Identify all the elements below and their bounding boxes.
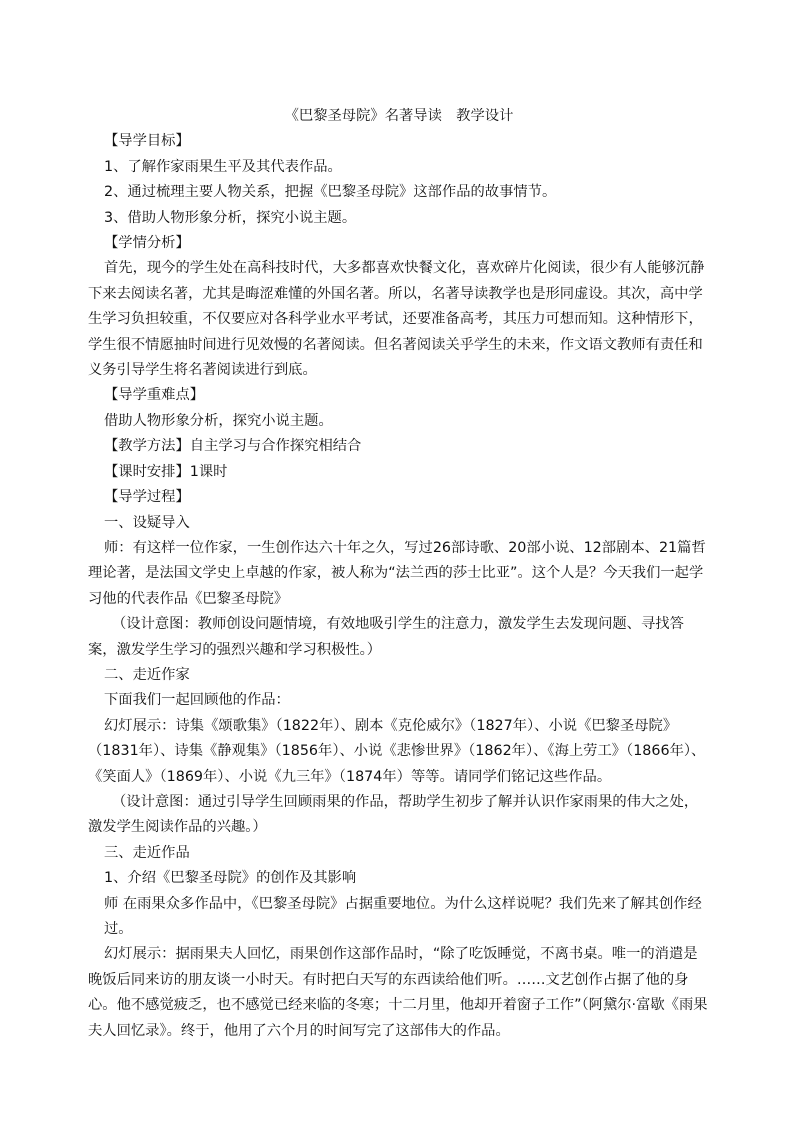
section-heading: 【导学重难点】	[104, 387, 205, 404]
paragraph: 借助人物形象分析，探究小说主题。	[104, 412, 333, 429]
paragraph: 下面我们一起回顾他的作品：	[104, 692, 290, 709]
document-title: 《巴黎圣母院》名著导读 教学设计	[284, 108, 514, 124]
paragraph: 幻灯展示：据雨果夫人回忆，雨果创作这部作品时，“除了吃饭睡觉，不离书桌。唯一的消遣是晚饭后同来访的朋友谈一小时天。有时把白天写的东西读给他们听。……文艺创作占据了他的身心。他不感觉疲乏，也不感觉已经来临的冬寒；十二月里，他却开着窗子工作”（阿黛尔·富歇《雨果夫人回忆录》。终于，他用了六个月的时间写完了这部伟大的作品。	[88, 946, 708, 1039]
paragraph: 2、通过梳理主要人物关系，把握《巴黎圣母院》这部作品的故事情节。	[104, 184, 557, 201]
document-page	[88, 104, 710, 1044]
paragraph: （设计意图：通过引导学生回顾雨果的作品，帮助学生初步了解并认识作家雨果的伟大之处，激发学生阅读作品的兴趣。）	[88, 793, 699, 836]
paragraph: 师：有这样一位作家，一生创作达六十年之久，写过26部诗歌、20部小说、12部剧本、21篇哲理论著，是法国文学史上卓越的作家，被人称为“法兰西的莎士比亚”。这个人是？今天我们一起学习他的代表作品《巴黎圣母院》	[88, 539, 706, 607]
section-heading: 【学情分析】	[104, 235, 190, 252]
paragraph: （设计意图：教师创设问题情境，有效地吸引学生的注意力，激发学生去发现问题、寻找答案，激发学生学习的强烈兴趣和学习积极性。）	[88, 616, 684, 658]
paragraph: 1、了解作家雨果生平及其代表作品。	[104, 158, 342, 175]
paragraph: 1、介绍《巴黎圣母院》的创作及其影响	[104, 870, 357, 887]
paragraph: 幻灯展示：诗集《颂歌集》（1822年）、剧本《克伦威尔》（1827年）、小说《巴黎圣母院》（1831年）、诗集《静观集》（1856年）、小说《悲惨世界》（1862年）、《海上劳工》（1866年）、《笑面人》（1869年）、小说《九三年》（1874年）等等。请同学们铭记这些作品。	[88, 717, 706, 785]
section-heading: 【课时安排】1课时	[104, 463, 228, 480]
document-body	[88, 129, 710, 1044]
paragraph: 三、走近作品	[104, 844, 190, 861]
paragraph: 一、设疑导入	[104, 514, 190, 531]
paragraph: 师 在雨果众多作品中，《巴黎圣母院》占据重要地位。为什么这样说呢？我们先来了解其创作经过。	[104, 895, 702, 937]
paragraph: 二、走近作家	[104, 666, 190, 683]
section-heading: 【导学过程】	[104, 489, 190, 506]
paragraph: 3、借助人物形象分析，探究小说主题。	[104, 209, 357, 226]
section-heading: 【教学方法】自主学习与合作探究相结合	[104, 438, 362, 455]
section-heading: 【导学目标】	[104, 133, 190, 150]
paragraph: 首先，现今的学生处在高科技时代，大多都喜欢快餐文化，喜欢碎片化阅读，很少有人能够沉静下来去阅读名著，尤其是晦涩难懂的外国名著。所以，名著导读教学也是形同虚设。其次，高中学生学习负担较重，不仅要应对各科学业水平考试，还要准备高考，其压力可想而知。这种情形下，学生很不情愿抽时间进行见效慢的名著阅读。但名著阅读关乎学生的未来，作文语文教师有责任和义务引导学生将名著阅读进行到底。	[88, 260, 705, 379]
